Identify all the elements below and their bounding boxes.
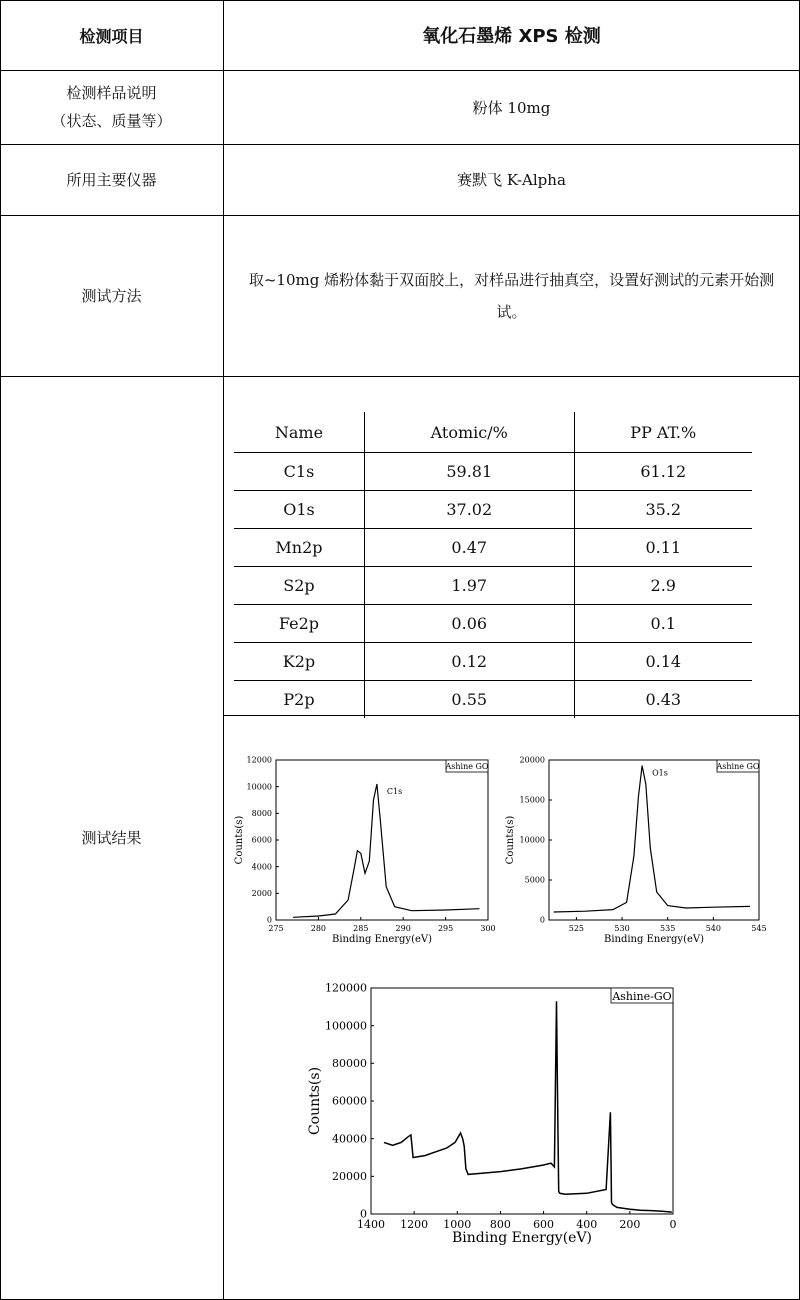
legend-label: Ashine-GO bbox=[612, 990, 672, 1003]
table-row bbox=[234, 491, 752, 529]
spectrum-line bbox=[384, 1001, 672, 1212]
y-tick-label: 10000 bbox=[519, 835, 545, 845]
peak-annotation: C1s bbox=[386, 787, 403, 796]
method-cell bbox=[223, 215, 800, 376]
x-tick-label: 280 bbox=[310, 924, 327, 933]
x-tick-label: 275 bbox=[268, 924, 284, 933]
y-tick-label: 5000 bbox=[524, 875, 545, 885]
y-tick-label: 0 bbox=[539, 915, 545, 925]
element-name: Mn2p bbox=[234, 529, 364, 567]
table-row bbox=[234, 643, 752, 681]
pp-value: 0.43 bbox=[645, 690, 682, 709]
x-tick-label: 200 bbox=[619, 1218, 641, 1231]
y-tick-label: 20000 bbox=[332, 1170, 367, 1183]
x-tick-label: 800 bbox=[489, 1218, 511, 1231]
table-row bbox=[234, 681, 752, 719]
y-tick-label: 80000 bbox=[332, 1057, 367, 1070]
atomic-value: 59.81 bbox=[364, 453, 574, 491]
survey-spectrum-chart bbox=[305, 980, 690, 1250]
x-tick-label: 1200 bbox=[400, 1218, 429, 1231]
y-tick-label: 20000 bbox=[519, 755, 545, 765]
x-tick-label: 540 bbox=[705, 924, 721, 933]
c1s-spectrum-chart bbox=[234, 748, 496, 948]
element-name: Fe2p bbox=[234, 605, 364, 643]
pp-value: 0.1 bbox=[650, 614, 676, 633]
spectrum-line bbox=[293, 784, 480, 917]
x-tick-label: 285 bbox=[353, 924, 369, 933]
col-name-header: Name bbox=[234, 412, 364, 453]
o1s-spectrum-chart bbox=[505, 748, 767, 948]
sample-label-line2: （状态、质量等） bbox=[51, 112, 172, 130]
y-tick-label: 40000 bbox=[332, 1132, 367, 1146]
element-name: K2p bbox=[234, 643, 364, 681]
y-tick-label: 0 bbox=[266, 915, 272, 925]
col-atomic-header: Atomic/% bbox=[364, 412, 574, 453]
y-tick-label: 12000 bbox=[246, 755, 272, 765]
header-title: 氧化石墨烯 XPS 检测 bbox=[422, 26, 601, 47]
x-axis-label: Binding Energy(eV) bbox=[451, 1230, 593, 1246]
atomic-value: 37.02 bbox=[364, 491, 574, 529]
result-label: 测试结果 bbox=[81, 829, 142, 847]
x-tick-label: 0 bbox=[669, 1218, 677, 1231]
element-name: P2p bbox=[234, 681, 364, 719]
x-axis-label: Binding Energy(eV) bbox=[331, 934, 433, 945]
col-pp-header: PP AT.% bbox=[630, 422, 697, 442]
y-tick-label: 60000 bbox=[332, 1094, 367, 1108]
element-name: O1s bbox=[234, 491, 364, 529]
y-tick-label: 4000 bbox=[251, 862, 272, 872]
sample-value: 粉体 10mg bbox=[472, 98, 551, 117]
legend-label: Ashine GO bbox=[445, 762, 489, 771]
x-tick-label: 1400 bbox=[357, 1218, 385, 1231]
legend-label: Ashine GO bbox=[716, 762, 760, 771]
table-row bbox=[234, 567, 752, 605]
method-value: 取~10mg 烯粉体黏于双面胶上，对样品进行抽真空，设置好测试的元素开始测试。 bbox=[248, 270, 775, 321]
y-tick-label: 0 bbox=[360, 1207, 367, 1221]
instrument-value: 赛默飞 K-Alpha bbox=[457, 171, 566, 189]
atomic-value: 0.06 bbox=[364, 605, 574, 643]
x-tick-label: 530 bbox=[614, 924, 630, 933]
pp-value: 35.2 bbox=[645, 500, 682, 519]
plot-frame bbox=[371, 988, 673, 1214]
atomic-value: 0.55 bbox=[364, 681, 574, 719]
instrument-label: 所用主要仪器 bbox=[66, 170, 157, 189]
pp-value: 0.11 bbox=[645, 538, 682, 557]
y-tick-label: 8000 bbox=[251, 809, 272, 818]
table-row bbox=[234, 529, 752, 567]
y-axis-label: Counts(s) bbox=[505, 815, 516, 865]
table-row bbox=[234, 605, 752, 643]
sample-label-line1: 检测样品说明 bbox=[66, 84, 157, 102]
peak-annotation: O1s bbox=[652, 768, 668, 778]
x-tick-label: 600 bbox=[533, 1218, 555, 1231]
pp-value: 2.9 bbox=[650, 576, 676, 595]
x-tick-label: 295 bbox=[437, 924, 454, 933]
element-table-header bbox=[234, 412, 752, 453]
table-row bbox=[234, 453, 752, 491]
y-axis-label: Counts(s) bbox=[234, 815, 245, 865]
element-name: C1s bbox=[234, 453, 364, 491]
header-item-label: 检测项目 bbox=[79, 26, 144, 46]
x-axis-label: Binding Energy(eV) bbox=[603, 934, 705, 945]
y-tick-label: 6000 bbox=[251, 835, 272, 845]
plot-frame bbox=[549, 760, 759, 920]
element-table bbox=[234, 412, 752, 718]
x-tick-label: 1000 bbox=[443, 1218, 472, 1231]
x-tick-label: 300 bbox=[480, 924, 496, 933]
x-tick-label: 545 bbox=[751, 924, 767, 933]
y-tick-label: 10000 bbox=[246, 782, 272, 792]
y-tick-label: 15000 bbox=[519, 795, 545, 805]
x-tick-label: 290 bbox=[395, 924, 411, 933]
spectrum-line bbox=[554, 766, 750, 912]
atomic-value: 1.97 bbox=[364, 567, 574, 605]
x-tick-label: 535 bbox=[660, 924, 676, 933]
atomic-value: 0.12 bbox=[364, 643, 574, 681]
sample-label bbox=[0, 70, 223, 144]
method-label: 测试方法 bbox=[81, 286, 142, 305]
y-tick-label: 120000 bbox=[325, 981, 367, 995]
element-name: S2p bbox=[234, 567, 364, 605]
pp-value: 61.12 bbox=[640, 462, 687, 481]
x-tick-label: 525 bbox=[568, 924, 585, 933]
y-tick-label: 2000 bbox=[251, 889, 272, 898]
y-tick-label: 100000 bbox=[325, 1019, 367, 1033]
y-axis-label: Counts(s) bbox=[307, 1066, 323, 1136]
pp-value: 0.14 bbox=[645, 652, 682, 671]
atomic-value: 0.47 bbox=[364, 529, 574, 567]
x-tick-label: 400 bbox=[576, 1218, 598, 1231]
